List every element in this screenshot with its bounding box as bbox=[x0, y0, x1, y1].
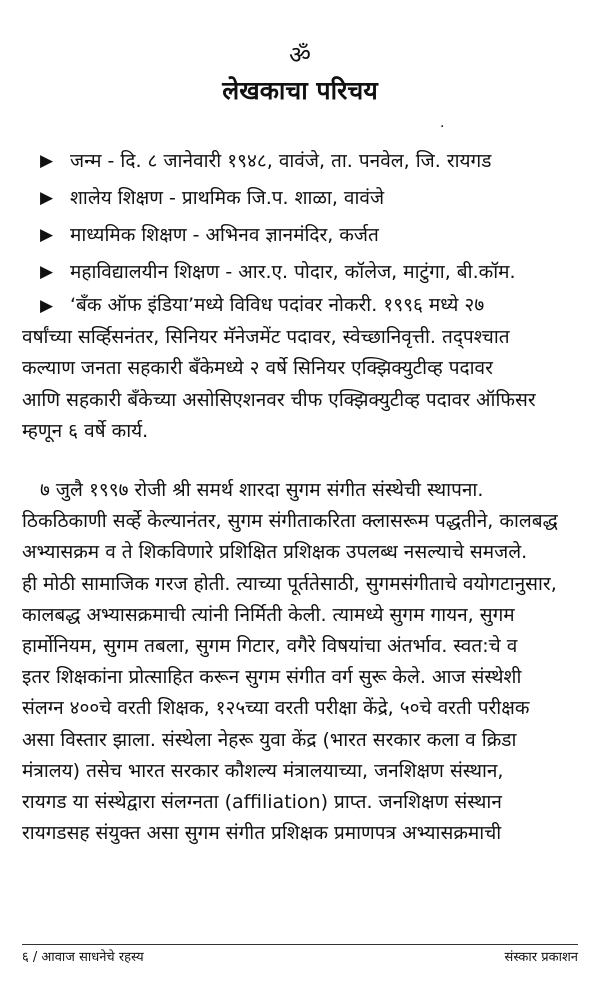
paragraph-line: अभ्यासक्रम व ते शिकविणारे प्रशिक्षित प्रशिक्षक उपलब्ध नसल्याचे समजले. bbox=[22, 541, 528, 564]
stray-dot: . bbox=[440, 115, 445, 131]
paragraph-line-first bbox=[22, 290, 580, 322]
paragraph-line: वर्षांच्या सर्व्हिसनंतर, सिनियर मॅनेजमेंट पदावर, स्वेच्छानिवृत्ती. तद्पश्चात bbox=[22, 326, 510, 349]
paragraph-line: असा विस्तार झाला. संस्थेला नेहरू युवा केंद्र (भारत सरकार कला व क्रिडा bbox=[22, 728, 517, 751]
page-title: लेखकाचा परिचय bbox=[222, 76, 378, 105]
paragraph-line: रायगडसह संयुक्त असा सुगम संगीत प्रशिक्षक प्रमाणपत्र अभ्यासक्रमाची bbox=[22, 822, 502, 845]
footer-page-book: ६ / आवाज साधनेचे रहस्य bbox=[22, 950, 144, 965]
paragraph-line-text: ‘बँक ऑफ इंडिया’मध्ये विविध पदांवर नोकरी. १९९६ मध्ये २७ bbox=[70, 294, 485, 316]
paragraph-line: म्हणून ६ वर्षे कार्य. bbox=[22, 419, 149, 442]
paragraph-career bbox=[22, 290, 580, 447]
list-item bbox=[40, 218, 580, 255]
paragraph-line: इतर शिक्षकांना प्रोत्साहित करून सुगम संगीत वर्ग सुरू केले. आज संस्थेशी bbox=[22, 666, 522, 689]
paragraph-line: ७ जुलै १९९७ रोजी श्री समर्थ शारदा सुगम संगीत संस्थेची स्थापना. bbox=[40, 479, 484, 501]
triangle-right-icon: ▶ bbox=[40, 296, 54, 316]
triangle-right-icon: ▶ bbox=[40, 262, 54, 282]
paragraph-line: आणि सहकारी बँकेच्या असोसिएशनवर चीफ एक्झिक्युटीव्ह पदावर ऑफिसर bbox=[22, 388, 536, 411]
footer-publisher: संस्कार प्रकाशन bbox=[504, 950, 578, 965]
list-item-text: महाविद्यालयीन शिक्षण - आर.ए. पोदार, कॉलेज, माटुंगा, बी.कॉम. bbox=[70, 261, 516, 283]
paragraph-line: ही मोठी सामाजिक गरज होती. त्याच्या पूर्ततेसाठी, सुगमसंगीताचे वयोगटानुसार, bbox=[22, 572, 557, 595]
list-item-text: शालेय शिक्षण - प्राथमिक जि.प. शाळा, वावंजे bbox=[70, 187, 385, 209]
triangle-right-icon: ▶ bbox=[40, 151, 54, 171]
paragraph-institute bbox=[22, 475, 580, 849]
paragraph-line: ठिकठिकाणी सर्व्हे केल्यानंतर, सुगम संगीताकरिता क्लासरूम पद्धतीने, कालबद्ध bbox=[22, 510, 558, 533]
list-item bbox=[40, 144, 580, 181]
paragraph-line: मंत्रालय) तसेच भारत सरकार कौशल्य मंत्रालयाच्या, जनशिक्षण संस्थान, bbox=[22, 759, 504, 782]
list-item-text: माध्यमिक शिक्षण - अभिनव ज्ञानमंदिर, कर्जत bbox=[70, 224, 379, 246]
list-item bbox=[40, 255, 580, 292]
paragraph-line: कल्याण जनता सहकारी बँकेमध्ये २ वर्षे सिनियर एक्झिक्युटीव्ह पदावर bbox=[22, 357, 493, 380]
paragraph-line: हार्मोनियम, सुगम तबला, सुगम गिटार, वगैरे विषयांचा अंतर्भाव. स्वत:चे व bbox=[22, 635, 518, 658]
paragraph-line: रायगड या संस्थेद्वारा संलग्नता (affiliation) प्राप्त. जनशिक्षण संस्थान bbox=[22, 791, 502, 814]
triangle-right-icon: ▶ bbox=[40, 188, 54, 208]
list-item bbox=[40, 181, 580, 218]
footer-divider bbox=[22, 944, 578, 945]
om-symbol: ॐ bbox=[289, 41, 311, 69]
paragraph-line: संलग्न ४००चे वरती शिक्षक, १२५च्या वरती परीक्षा केंद्रे, ५०चे वरती परीक्षक bbox=[22, 697, 530, 720]
paragraph-line: कालबद्ध अभ्यासक्रमाची त्यांनी निर्मिती केली. त्यामध्ये सुगम गायन, सुगम bbox=[22, 603, 515, 626]
list-item-text: जन्म - दि. ८ जानेवारी १९४८, वावंजे, ता. पनवेल, जि. रायगड bbox=[70, 150, 492, 172]
bullet-list bbox=[40, 144, 580, 292]
triangle-right-icon: ▶ bbox=[40, 225, 54, 245]
